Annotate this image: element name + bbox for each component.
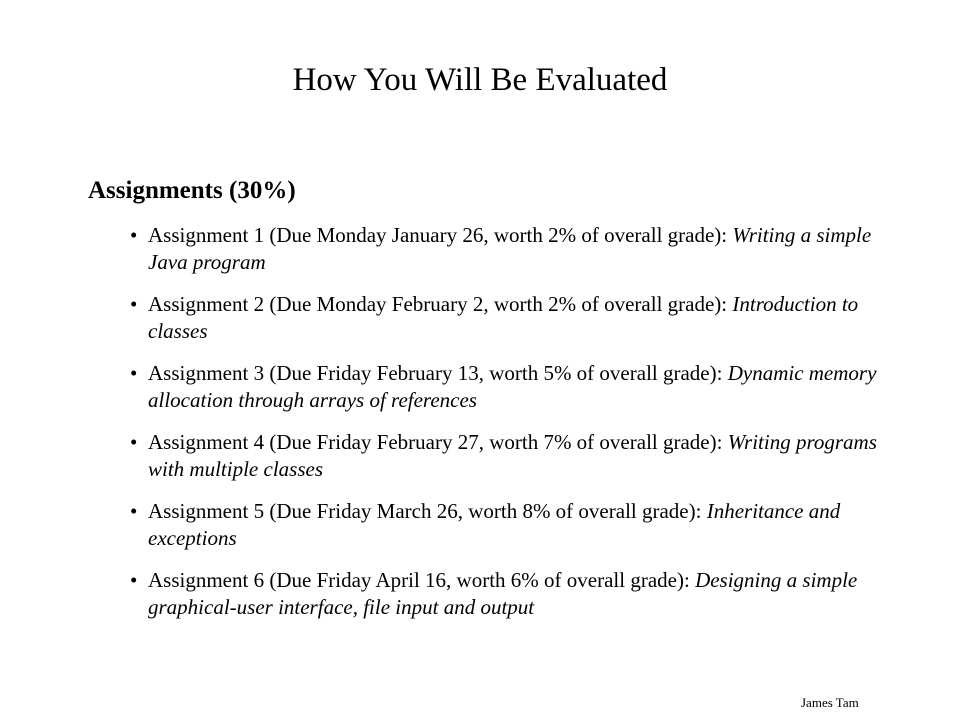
bullet-icon: • [130,361,138,385]
footer-author: James Tam [801,695,859,710]
assignment-lead: Assignment 2 (Due Monday February 2, worth 2% of overall grade): [148,292,728,316]
section-heading: Assignments (30%) [88,177,296,204]
assignment-item-6 [128,567,908,621]
assignment-item-4 [128,429,908,483]
assignment-item-1 [128,222,908,276]
bullet-icon: • [130,499,138,523]
bullet-icon: • [130,430,138,454]
assignment-topic: Writing programs with multiple classes [148,430,877,481]
bullet-icon: • [130,223,138,247]
assignment-lead: Assignment 1 (Due Monday January 26, worth 2% of overall grade): [148,223,728,247]
assignment-item-5 [128,498,908,552]
assignment-item-2 [128,291,908,345]
assignment-topic: Introduction to classes [148,292,859,343]
bullet-icon: • [130,292,138,316]
page-title: How You Will Be Evaluated [292,62,668,98]
assignment-item-3 [128,360,908,414]
assignment-list [128,222,908,636]
assignment-topic: Inheritance and exceptions [148,499,841,550]
assignment-lead: Assignment 5 (Due Friday March 26, worth 8% of overall grade): [148,499,702,523]
assignment-topic: Writing a simple Java program [148,223,872,274]
assignment-lead: Assignment 3 (Due Friday February 13, worth 5% of overall grade): [148,361,723,385]
assignment-topic: Dynamic memory allocation through arrays of references [148,361,877,412]
bullet-icon: • [130,568,138,592]
assignment-lead: Assignment 4 (Due Friday February 27, worth 7% of overall grade): [148,430,723,454]
assignment-topic: Designing a simple graphical-user interface, file input and output [148,568,858,619]
assignment-lead: Assignment 6 (Due Friday April 16, worth 6% of overall grade): [148,568,690,592]
